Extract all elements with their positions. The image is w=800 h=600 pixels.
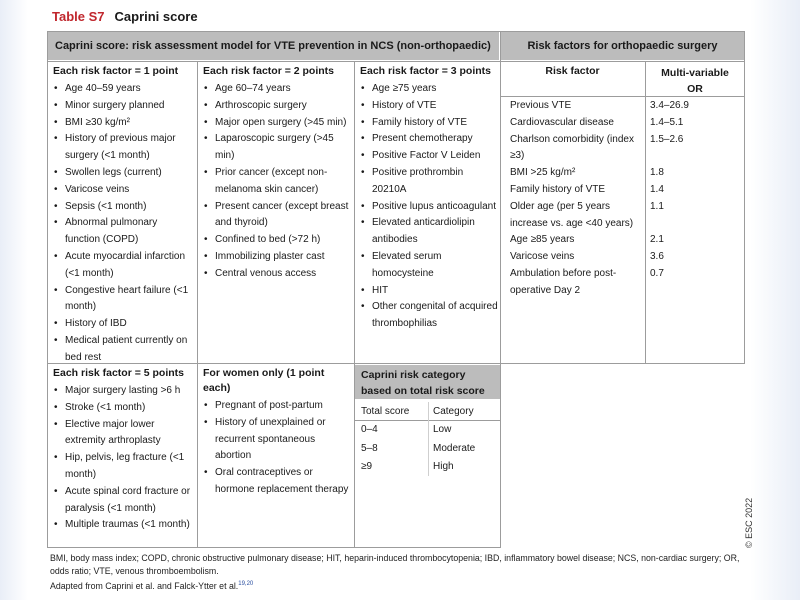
ortho-column-headers <box>500 62 745 96</box>
ortho-or-value: 3.6 <box>650 251 664 263</box>
ortho-or-value: 1.1 <box>650 200 664 212</box>
risk-factor-item: • Family history of VTE <box>360 115 500 132</box>
risk-factor-item: • Prior cancer (except non-melanoma skin cancer) <box>203 165 353 199</box>
table-title: Caprini score <box>114 9 198 24</box>
ortho-col-or-line2: OR <box>687 83 703 95</box>
ortho-row <box>510 132 740 166</box>
col-5-title: For women only (1 point each) <box>203 367 325 394</box>
divider-main-right <box>500 31 501 548</box>
ortho-or-value: 1.4 <box>650 183 664 195</box>
col-3-list <box>360 81 500 333</box>
risk-factor-item: • HIT <box>360 283 500 300</box>
ortho-factor: Charlson comorbidity (index ≥3) <box>510 133 634 162</box>
caprini-header: Caprini score: risk assessment model for VTE prevention in NCS (non-orthopaedic) <box>47 32 499 60</box>
left-border <box>47 31 48 548</box>
col-2-title: Each risk factor = 2 points <box>203 65 335 77</box>
col-women-only <box>203 366 351 499</box>
risk-factor-item: • Abnormal pulmonary function (COPD) <box>53 215 195 249</box>
risk-level: Moderate <box>433 442 476 454</box>
risk-factor-item: • Elective major lower extremity arthroplasty <box>53 417 195 451</box>
risk-factor-item: • Stroke (<1 month) <box>53 400 195 417</box>
right-shade <box>750 0 800 600</box>
risk-category-table <box>361 402 496 476</box>
footnote-refs: 19,20 <box>238 581 254 588</box>
table-number: Table S7 <box>52 9 105 24</box>
risk-factor-item: • History of unexplained or recurrent spontaneous abortion <box>203 415 351 465</box>
col-4-title: Each risk factor = 5 points <box>53 367 185 379</box>
risk-category-col-category: Category <box>433 405 474 417</box>
ortho-or-value: 2.1 <box>650 234 664 246</box>
risk-factor-item: • Hip, pelvis, leg fracture (<1 month) <box>53 450 195 484</box>
divider-col1-col2 <box>197 61 198 548</box>
col-3-title: Each risk factor = 3 points <box>360 65 492 77</box>
ortho-row <box>510 182 740 199</box>
risk-factor-item: • Arthroscopic surgery <box>203 98 353 115</box>
risk-factor-item: • Oral contraceptives or hormone replacement therapy <box>203 465 351 499</box>
footnote-abbreviations: BMI, body mass index; COPD, chronic obstructive pulmonary disease; HIT, heparin-induced thrombocytopenia; IBD, inflammatory bowel disease; NCS, non-cardiac surgery; OR, odds ratio; VTE, venous thromboembolism. <box>50 553 740 576</box>
footnote-adapted-text: Adapted from Caprini et al. and Falck-Ytter et al. <box>50 581 239 591</box>
ortho-factor: Previous VTE <box>510 100 572 111</box>
risk-factor-item: • Medical patient currently on bed rest <box>53 333 195 367</box>
ortho-rows <box>510 98 740 300</box>
ortho-factor: Ambulation before post-operative Day 2 <box>510 267 617 296</box>
ortho-factor: Family history of VTE <box>510 183 606 195</box>
ortho-col-factor: Risk factor <box>545 65 600 77</box>
ortho-row <box>510 115 740 132</box>
risk-factor-item: • History of previous major surgery (<1 month) <box>53 131 195 165</box>
ortho-or-value: 1.4–5.1 <box>650 116 684 128</box>
ortho-row <box>510 165 740 182</box>
esc-watermark: © ESC 2022 <box>744 497 754 548</box>
col-5-list <box>203 398 351 499</box>
ortho-or-value: 1.8 <box>650 167 664 179</box>
bottom-border <box>47 547 500 548</box>
risk-factor-item: • Major open surgery (>45 min) <box>203 115 353 132</box>
table-top-border <box>47 31 745 32</box>
risk-factor-item: • Present chemotherapy <box>360 131 500 148</box>
risk-factor-item: • Major surgery lasting >6 h <box>53 383 195 400</box>
risk-factor-item: • Elevated anticardiolipin antibodies <box>360 215 500 249</box>
left-shade <box>0 0 28 600</box>
risk-category-title: Caprini risk category based on total risk score <box>355 365 500 399</box>
ortho-factor: Cardiovascular disease <box>510 116 614 128</box>
risk-factor-item: • Varicose veins <box>53 182 195 199</box>
col-4-list <box>53 383 195 534</box>
ortho-factor: Age ≥85 years <box>510 234 575 246</box>
risk-category-col-score: Total score <box>361 405 410 417</box>
ortho-row <box>510 199 740 233</box>
risk-factor-item: • Sepsis (<1 month) <box>53 199 195 216</box>
col-1-list <box>53 81 195 367</box>
risk-category-row <box>361 458 496 477</box>
risk-factor-item: • Immobilizing plaster cast <box>203 249 353 266</box>
risk-factor-item: • Acute spinal cord fracture or paralysis (<1 month) <box>53 484 195 518</box>
risk-score: 5–8 <box>361 442 378 454</box>
ortho-row <box>510 232 740 249</box>
risk-factor-item: • BMI ≥30 kg/m² <box>53 115 195 132</box>
risk-level: Low <box>433 424 452 436</box>
risk-factor-item: • Minor surgery planned <box>53 98 195 115</box>
risk-factor-item: • Positive lupus anticoagulant <box>360 199 500 216</box>
ortho-or-value: 1.5–2.6 <box>650 133 684 145</box>
ortho-factor: Varicose veins <box>510 251 575 263</box>
risk-factor-item: • Pregnant of post-partum <box>203 398 351 415</box>
risk-factor-item: • Present cancer (except breast and thyroid) <box>203 199 353 233</box>
risk-category-head <box>361 402 496 421</box>
risk-factor-item: • History of IBD <box>53 316 195 333</box>
risk-factor-item: • Multiple traumas (<1 month) <box>53 517 195 534</box>
risk-factor-item: • Central venous access <box>203 266 353 283</box>
ortho-or-value: 0.7 <box>650 267 664 279</box>
table-title-row <box>52 9 198 24</box>
ortho-row <box>510 266 740 300</box>
divider-col2-col3 <box>354 61 355 548</box>
ortho-or-value: 3.4–26.9 <box>650 100 689 111</box>
ortho-col-or <box>645 65 745 97</box>
ortho-row <box>510 249 740 266</box>
risk-factor-item: • History of VTE <box>360 98 500 115</box>
risk-factor-item: • Congestive heart failure (<1 month) <box>53 283 195 317</box>
risk-score: ≥9 <box>361 461 373 473</box>
ortho-row <box>510 98 740 115</box>
risk-factor-item: • Age 60–74 years <box>203 81 353 98</box>
risk-factor-item: • Positive prothrombin 20210A <box>360 165 500 199</box>
col-2-points <box>203 64 353 283</box>
risk-factor-item: • Positive Factor V Leiden <box>360 148 500 165</box>
risk-factor-item: • Other congenital of acquired thrombophilias <box>360 299 500 333</box>
risk-category-row <box>361 421 496 440</box>
col-3-points <box>360 64 500 333</box>
risk-factor-item: • Acute myocardial infarction (<1 month) <box>53 249 195 283</box>
footnote-adapted <box>50 581 253 591</box>
risk-factor-item: • Swollen legs (current) <box>53 165 195 182</box>
col-1-title: Each risk factor = 1 point <box>53 65 179 77</box>
ortho-factor: Older age (per 5 years increase vs. age <40 years) <box>510 200 634 229</box>
risk-factor-item: • Confined to bed (>72 h) <box>203 232 353 249</box>
risk-category-row <box>361 439 496 458</box>
risk-factor-item: • Elevated serum homocysteine <box>360 249 500 283</box>
col-5-points <box>53 366 195 534</box>
risk-factor-item: • Age 40–59 years <box>53 81 195 98</box>
col-2-list <box>203 81 353 283</box>
risk-factor-item: • Laparoscopic surgery (>45 min) <box>203 131 353 165</box>
ortho-factor: BMI >25 kg/m² <box>510 167 576 179</box>
ortho-col-or-line1: Multi-variable <box>661 67 729 79</box>
risk-score: 0–4 <box>361 424 378 436</box>
col-1-point <box>53 64 195 367</box>
risk-factor-item: • Age ≥75 years <box>360 81 500 98</box>
ortho-header: Risk factors for orthopaedic surgery <box>500 32 745 60</box>
risk-level: High <box>433 461 454 473</box>
